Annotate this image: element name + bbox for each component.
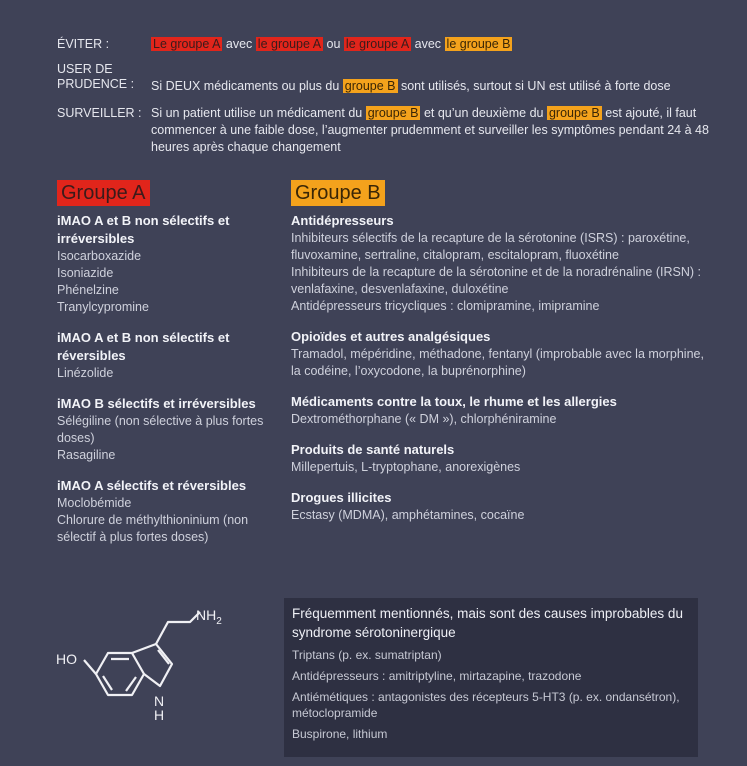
hl-groupe-b-2: groupe B — [344, 79, 396, 93]
word-ou: ou — [326, 37, 341, 51]
group-a-drug-item: Sélégiline (non sélective à plus fortes doses) — [57, 414, 264, 445]
group-b-section — [291, 328, 716, 380]
group-b-drug-item: Dextrométhorphane (« DM »), chlorphéniramine — [291, 412, 557, 426]
serotonin-molecule-icon — [50, 598, 250, 738]
group-b-section-heading: Produits de santé naturels — [291, 442, 455, 457]
group-b-drug-item: Millepertuis, L-tryptophane, anorexigènes — [291, 460, 521, 474]
group-a-section-heading: iMAO B sélectifs et irréversibles — [57, 396, 256, 411]
group-a-section-heading: iMAO A et B non sélectifs et irréversibles — [57, 213, 230, 246]
group-b-section-heading: Antidépresseurs — [291, 213, 394, 228]
box-item: Antidépresseurs : amitriptyline, mirtazapine, trazodone — [292, 669, 582, 683]
word-avec-1: avec — [225, 37, 253, 51]
group-a-drug-item: Rasagiline — [57, 448, 116, 462]
hl-groupe-a-2: le groupe A — [257, 37, 322, 51]
group-a-drug-item: Moclobémide — [57, 496, 132, 510]
box-heading: Fréquemment mentionnés, mais sont des causes improbables du syndrome sérotoninergique — [292, 606, 683, 640]
group-a-section — [57, 329, 282, 382]
hl-groupe-b-3: groupe B — [367, 106, 419, 120]
group-a-drug-item: Tranylcypromine — [57, 300, 149, 314]
rule-eviter — [57, 36, 717, 53]
rule-label-eviter: ÉVITER : — [57, 37, 110, 51]
group-a-section-heading: iMAO A et B non sélectifs et réversibles — [57, 330, 230, 363]
box-item: Antiémétiques : antagonistes des récepteurs 5-HT3 (p. ex. ondansétron), métoclopramide — [292, 690, 680, 720]
surveiller-text-2: et qu’un deuxième du — [423, 106, 544, 120]
surveiller-text-1: Si un patient utilise un médicament du — [151, 106, 363, 120]
group-b-section — [291, 212, 716, 315]
group-b-title: Groupe B — [291, 180, 385, 206]
word-avec-2: avec — [414, 37, 442, 51]
hl-groupe-b-1: le groupe B — [446, 37, 511, 51]
group-a-drug-item: Phénelzine — [57, 283, 119, 297]
group-b-section — [291, 489, 716, 524]
group-a-drug-item: Isocarboxazide — [57, 249, 142, 263]
rules-block — [57, 36, 717, 166]
group-b-drug-item: Inhibiteurs sélectifs de la recapture de la sérotonine (ISRS) : paroxétine, fluvoxamine, sertraline, citalopram, escitalopram, fluoxétine — [291, 231, 690, 262]
box-item: Buspirone, lithium — [292, 727, 388, 741]
group-b-drug-item: Inhibiteurs de la recapture de la sérotonine et de la noradrénaline (IRSN) : venlafaxine, desvenlafaxine, duloxétine — [291, 265, 701, 296]
rule-label-prudence: USER DE PRUDENCE : — [57, 62, 135, 91]
group-b-column — [291, 180, 716, 537]
group-b-drug-item: Ecstasy (MDMA), amphétamines, cocaïne — [291, 508, 525, 522]
group-a-sections — [57, 212, 282, 546]
rule-label-surveiller: SURVEILLER : — [57, 106, 142, 120]
molecule-n: N — [154, 693, 165, 709]
prudence-text-2: sont utilisés, surtout si UN est utilisé à forte dose — [400, 79, 671, 93]
improbable-causes-box — [284, 598, 698, 757]
group-b-section-heading: Médicaments contre la toux, le rhume et les allergies — [291, 394, 617, 409]
group-a-drug-item: Isoniazide — [57, 266, 114, 280]
hl-groupe-b-4: groupe B — [548, 106, 600, 120]
group-a-column — [57, 180, 282, 559]
hl-groupe-a-3: le groupe A — [345, 37, 410, 51]
group-a-drug-item: Linézolide — [57, 366, 114, 380]
group-b-section-heading: Drogues illicites — [291, 490, 392, 505]
box-item: Triptans (p. ex. sumatriptan) — [292, 648, 442, 662]
group-b-sections — [291, 212, 716, 524]
group-b-section — [291, 393, 716, 428]
rule-surveiller — [57, 105, 717, 156]
molecule-ho: HO — [56, 651, 77, 667]
group-b-section-heading: Opioïdes et autres analgésiques — [291, 329, 491, 344]
group-b-drug-item: Antidépresseurs tricycliques : clomipramine, imipramine — [291, 299, 600, 313]
group-a-title: Groupe A — [57, 180, 150, 206]
surveiller-text-3: est ajouté, il faut commencer à une faible dose, l’augmenter prudemment et surveiller les symptômes pendant 24 à 48 heures après chaque changement — [151, 106, 709, 154]
group-a-section — [57, 477, 282, 546]
group-a-section — [57, 395, 282, 464]
group-a-section — [57, 212, 282, 316]
molecule-h: H — [154, 707, 165, 723]
molecule-nh2: $NH_2$ — [196, 607, 222, 627]
group-a-section-heading: iMAO A sélectifs et réversibles — [57, 478, 247, 493]
group-b-drug-item: Tramadol, mépéridine, méthadone, fentanyl (improbable avec la morphine, la codéine, l’oxycodone, la buprénorphine) — [291, 347, 704, 378]
group-b-section — [291, 441, 716, 476]
rule-prudence — [57, 63, 717, 95]
prudence-text-1: Si DEUX médicaments ou plus du — [151, 79, 340, 93]
hl-groupe-a-1: Le groupe A — [153, 37, 221, 51]
group-a-drug-item: Chlorure de méthylthioninium (non sélectif à plus fortes doses) — [57, 513, 249, 544]
